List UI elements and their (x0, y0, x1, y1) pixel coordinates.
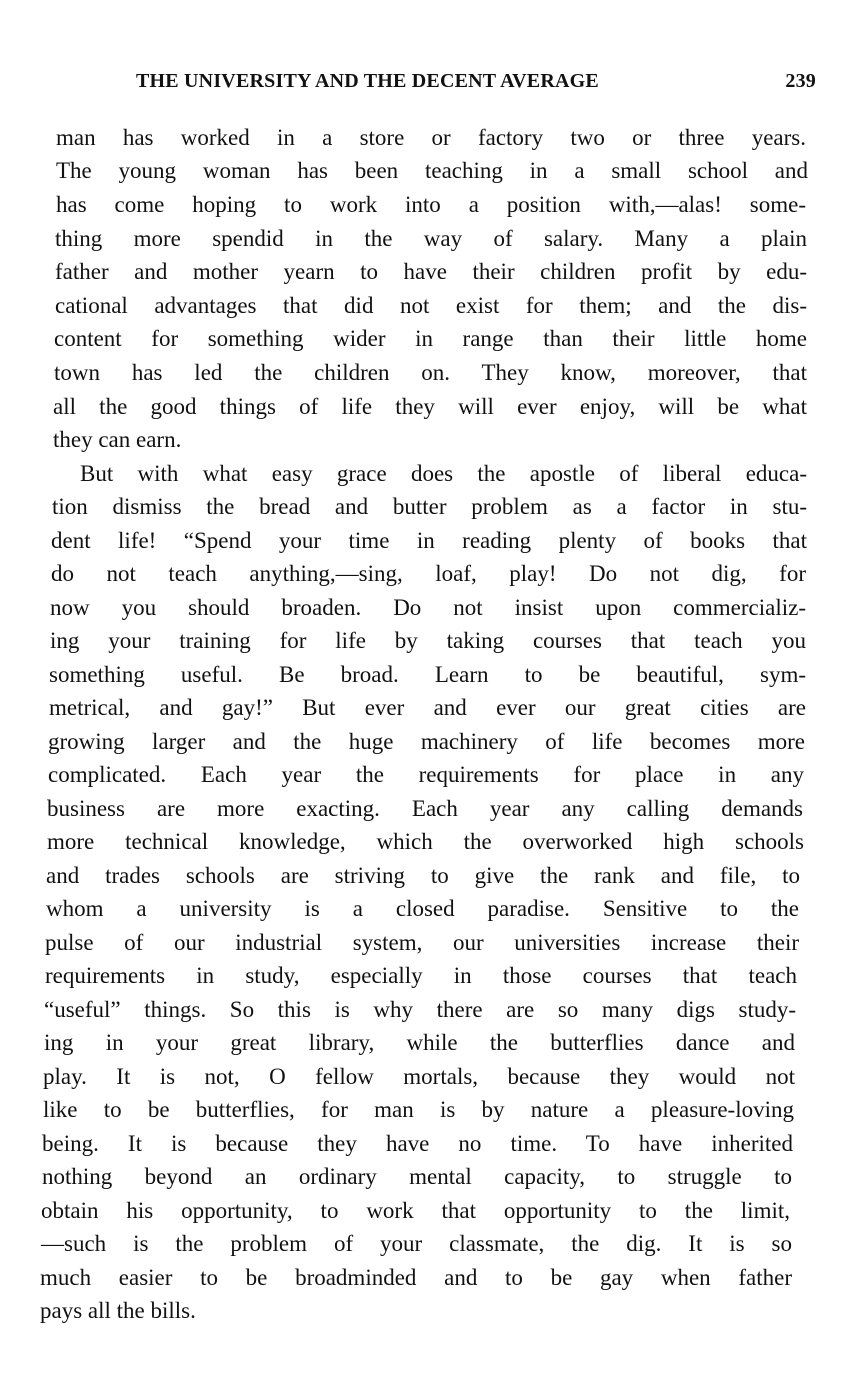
text-line: ing in your great library, while the butterflies dance and (44, 1030, 795, 1055)
text-line: cational advantages that did not exist for them; and the dis- (55, 293, 807, 318)
page-number: 239 (785, 70, 816, 92)
text-line: pulse of our industrial system, our universities increase their (45, 930, 799, 955)
text-line: man has worked in a store or factory two or three years. (56, 125, 806, 150)
text-line: thing more spendid in the way of salary. Many a plain (55, 226, 807, 251)
text-line: more technical knowledge, which the overworked high schools (47, 829, 804, 854)
text-line: town has led the children on. They know, moreover, that (54, 360, 807, 385)
text-line: like to be butterflies, for man is by nature a pleasure-loving (43, 1097, 794, 1122)
text-line: play. It is not, O fellow mortals, because they would not (43, 1064, 795, 1089)
text-line: obtain his opportunity, to work that opportunity to the limit, (41, 1198, 790, 1223)
text-line: ing your training for life by taking courses that teach you (50, 628, 806, 653)
text-line: now you should broaden. Do not insist upon commercializ- (50, 595, 806, 620)
text-line: complicated. Each year the requirements for place in any (48, 762, 804, 787)
text-line: But with what easy grace does the apostle of liberal educa- (80, 461, 807, 486)
text-line: whom a university is a closed paradise. Sensitive to the (46, 896, 799, 921)
text-line: requirements in study, especially in those courses that teach (45, 963, 797, 988)
text-line: and trades schools are striving to give the rank and file, to (46, 863, 800, 888)
running-title: THE UNIVERSITY AND THE DECENT AVERAGE (136, 70, 599, 92)
text-line: pays all the bills. (40, 1298, 196, 1323)
text-line: much easier to be broadminded and to be gay when father (40, 1265, 792, 1290)
text-line: all the good things of life they will ever enjoy, will be what (53, 394, 807, 419)
text-line: dent life! “Spend your time in reading plenty of books that (51, 528, 807, 553)
text-line: The young woman has been teaching in a small school and (56, 158, 808, 183)
text-line: something useful. Be broad. Learn to be beautiful, sym- (49, 662, 806, 687)
text-line: nothing beyond an ordinary mental capacity, to struggle to (42, 1164, 792, 1189)
text-line: they can earn. (53, 427, 182, 452)
running-head (136, 70, 816, 98)
text-line: do not teach anything,—sing, loaf, play! Do not dig, for (51, 561, 806, 586)
text-line: tion dismiss the bread and butter problem as a factor in stu- (52, 494, 807, 519)
text-line: metrical, and gay!” But ever and ever our great cities are (49, 695, 806, 720)
text-line: “useful” things. So this is why there are so many digs study- (44, 997, 796, 1022)
text-line: —such is the problem of your classmate, the dig. It is so (41, 1231, 792, 1256)
text-line: growing larger and the huge machinery of life becomes more (48, 729, 805, 754)
text-line: business are more exacting. Each year any calling demands (47, 796, 803, 821)
text-line: being. It is because they have no time. To have inherited (42, 1131, 793, 1156)
text-line: content for something wider in range than their little home (54, 326, 807, 351)
text-line: father and mother yearn to have their children profit by edu- (55, 259, 807, 284)
text-line: has come hoping to work into a position with,—alas! some- (56, 192, 806, 217)
